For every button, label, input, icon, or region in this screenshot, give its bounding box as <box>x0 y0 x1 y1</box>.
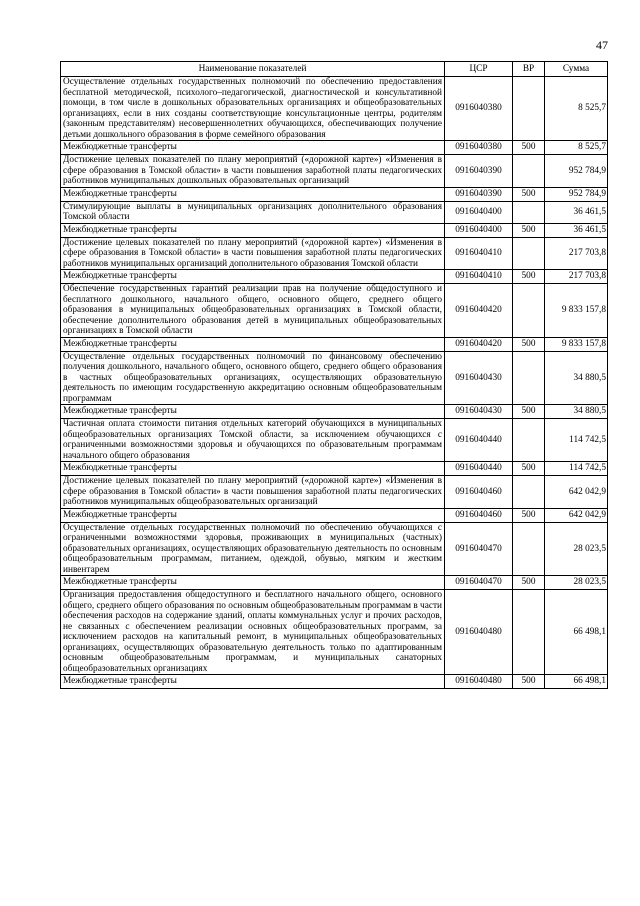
cell-vr: 500 <box>513 508 545 522</box>
table-row <box>61 405 608 419</box>
cell-vr <box>513 237 545 270</box>
cell-sum: 28 023,5 <box>545 576 608 590</box>
cell-name: Межбюджетные трансферты <box>61 337 445 351</box>
cell-vr <box>513 201 545 223</box>
table-row <box>61 270 608 284</box>
cell-name: Межбюджетные трансферты <box>61 675 445 689</box>
cell-vr: 500 <box>513 337 545 351</box>
cell-sum: 114 742,5 <box>545 462 608 476</box>
cell-sum: 642 042,9 <box>545 476 608 509</box>
table-row <box>61 155 608 188</box>
table-row <box>61 590 608 675</box>
cell-code: 0916040400 <box>445 201 513 223</box>
table-row <box>61 187 608 201</box>
cell-vr <box>513 77 545 141</box>
cell-name: Достижение целевых показателей по плану мероприятий («дорожной карте») «Изменения в сфере образования в Томской области» в части повышения заработной платы педагогических работников муниципальных дошкольных образовательных организаций <box>61 155 445 188</box>
table-row <box>61 284 608 338</box>
header-name: Наименование показателей <box>61 62 445 77</box>
table-row <box>61 522 608 576</box>
cell-vr: 500 <box>513 270 545 284</box>
cell-code: 0916040380 <box>445 77 513 141</box>
table-row <box>61 337 608 351</box>
cell-name: Межбюджетные трансферты <box>61 508 445 522</box>
table-row <box>61 576 608 590</box>
header-code: ЦСР <box>445 62 513 77</box>
cell-vr <box>513 284 545 338</box>
cell-name: Осуществление отдельных государственных полномочий по финансовому обеспечению получения дошкольного, начального общего, основного общего, среднего общего образования в частных общеобразовательных организациях, осуществляющих образовательную деятельность по имеющим государственную аккредитацию основным общеобразовательным программам <box>61 351 445 405</box>
table-row <box>61 223 608 237</box>
cell-code: 0916040420 <box>445 284 513 338</box>
cell-name: Достижение целевых показателей по плану мероприятий («дорожной карте») «Изменения в сфере образования в Томской области» в части повышения заработной платы педагогических работников муниципальных организаций дополнительного образования Томской области <box>61 237 445 270</box>
table-row <box>61 419 608 462</box>
cell-code: 0916040460 <box>445 508 513 522</box>
cell-name: Межбюджетные трансферты <box>61 223 445 237</box>
cell-name: Осуществление отдельных государственных полномочий по обеспечению обучающихся с ограниченными возможностями здоровья, проживающих в муниципальных (частных) образовательных организациях, осуществляющих образовательную деятельность по основным общеобразовательным программам, питанием, одеждой, обувью, мягким и жестким инвентарем <box>61 522 445 576</box>
cell-sum: 952 784,9 <box>545 155 608 188</box>
cell-name: Обеспечение государственных гарантий реализации прав на получение общедоступного и бесплатного дошкольного, начального общего, основного общего, среднего общего образования в муниципальных общеобразовательных организациях в Томской области, обеспечение дополнительного образования детей в муниципальных общеобразовательных организациях в Томской области <box>61 284 445 338</box>
cell-name: Достижение целевых показателей по плану мероприятий («дорожной карте») «Изменения в сфере образования в Томской области» в части повышения заработной платы педагогических работников муниципальных общеобразовательных организаций <box>61 476 445 509</box>
cell-name: Межбюджетные трансферты <box>61 141 445 155</box>
page-number: 47 <box>596 38 608 52</box>
cell-name: Межбюджетные трансферты <box>61 462 445 476</box>
table-row <box>61 508 608 522</box>
cell-sum: 9 833 157,8 <box>545 337 608 351</box>
cell-vr <box>513 522 545 576</box>
cell-sum: 36 461,5 <box>545 223 608 237</box>
cell-vr: 500 <box>513 405 545 419</box>
cell-sum: 66 498,1 <box>545 675 608 689</box>
cell-vr <box>513 351 545 405</box>
cell-vr: 500 <box>513 675 545 689</box>
cell-name: Частичная оплата стоимости питания отдельных категорий обучающихся в муниципальных общеобразовательных организациях Томской области, за исключением обучающихся с ограниченными возможностями здоровья и обучающихся по образовательным программам начального общего образования <box>61 419 445 462</box>
table-row <box>61 675 608 689</box>
cell-code: 0916040410 <box>445 270 513 284</box>
cell-code: 0916040470 <box>445 522 513 576</box>
cell-code: 0916040430 <box>445 405 513 419</box>
cell-sum: 34 880,5 <box>545 405 608 419</box>
cell-code: 0916040410 <box>445 237 513 270</box>
table-row <box>61 237 608 270</box>
cell-sum: 642 042,9 <box>545 508 608 522</box>
cell-code: 0916040420 <box>445 337 513 351</box>
table-row <box>61 77 608 141</box>
cell-sum: 28 023,5 <box>545 522 608 576</box>
table-row <box>61 201 608 223</box>
cell-name: Осуществление отдельных государственных полномочий по обеспечению предоставления бесплатной методической, психолого–педагогической, диагностической и консультативной помощи, в том числе в дошкольных образовательных организациях и общеобразовательных организациях, если в них созданы соответствующие консультационные центры, родителям (законным представителям) несовершеннолетних обучающихся, обеспечивающих получение детьми дошкольного образования в форме семейного образования <box>61 77 445 141</box>
cell-name: Межбюджетные трансферты <box>61 576 445 590</box>
header-sum: Сумма <box>545 62 608 77</box>
cell-vr: 500 <box>513 576 545 590</box>
cell-code: 0916040400 <box>445 223 513 237</box>
cell-vr <box>513 476 545 509</box>
cell-sum: 952 784,9 <box>545 187 608 201</box>
header-vr: ВР <box>513 62 545 77</box>
cell-vr: 500 <box>513 223 545 237</box>
cell-vr <box>513 419 545 462</box>
cell-vr: 500 <box>513 462 545 476</box>
cell-code: 0916040440 <box>445 419 513 462</box>
cell-code: 0916040390 <box>445 155 513 188</box>
table-row <box>61 462 608 476</box>
cell-code: 0916040480 <box>445 590 513 675</box>
cell-name: Стимулирующие выплаты в муниципальных организациях дополнительного образования Томской области <box>61 201 445 223</box>
cell-vr <box>513 155 545 188</box>
cell-code: 0916040460 <box>445 476 513 509</box>
table-row <box>61 351 608 405</box>
cell-code: 0916040440 <box>445 462 513 476</box>
cell-vr: 500 <box>513 187 545 201</box>
cell-sum: 217 703,8 <box>545 270 608 284</box>
cell-name: Межбюджетные трансферты <box>61 187 445 201</box>
cell-sum: 36 461,5 <box>545 201 608 223</box>
cell-sum: 8 525,7 <box>545 77 608 141</box>
cell-code: 0916040390 <box>445 187 513 201</box>
cell-code: 0916040380 <box>445 141 513 155</box>
table-body <box>61 77 608 689</box>
cell-sum: 66 498,1 <box>545 590 608 675</box>
cell-name: Межбюджетные трансферты <box>61 270 445 284</box>
cell-code: 0916040480 <box>445 675 513 689</box>
cell-code: 0916040430 <box>445 351 513 405</box>
cell-code: 0916040470 <box>445 576 513 590</box>
cell-vr: 500 <box>513 141 545 155</box>
cell-name: Организация предоставления общедоступного и бесплатного начального общего, основного общего, среднего общего образования по основным общеобразовательным программам в части обеспечения расходов на содержание зданий, оплаты коммунальных услуг и прочих расходов, не связанных с обеспечением реализации основных общеобразовательных программ, за исключением расходов на капитальный ремонт, в муниципальных общеобразовательных организациях, осуществляющих образовательную деятельность только по адаптированным основным общеобразовательным программам, и муниципальных санаторных общеобразовательных организациях <box>61 590 445 675</box>
table-row <box>61 476 608 509</box>
cell-sum: 217 703,8 <box>545 237 608 270</box>
budget-table <box>60 61 608 689</box>
cell-sum: 34 880,5 <box>545 351 608 405</box>
table-header-row <box>61 62 608 77</box>
cell-sum: 8 525,7 <box>545 141 608 155</box>
cell-sum: 114 742,5 <box>545 419 608 462</box>
cell-name: Межбюджетные трансферты <box>61 405 445 419</box>
cell-sum: 9 833 157,8 <box>545 284 608 338</box>
table-row <box>61 141 608 155</box>
cell-vr <box>513 590 545 675</box>
